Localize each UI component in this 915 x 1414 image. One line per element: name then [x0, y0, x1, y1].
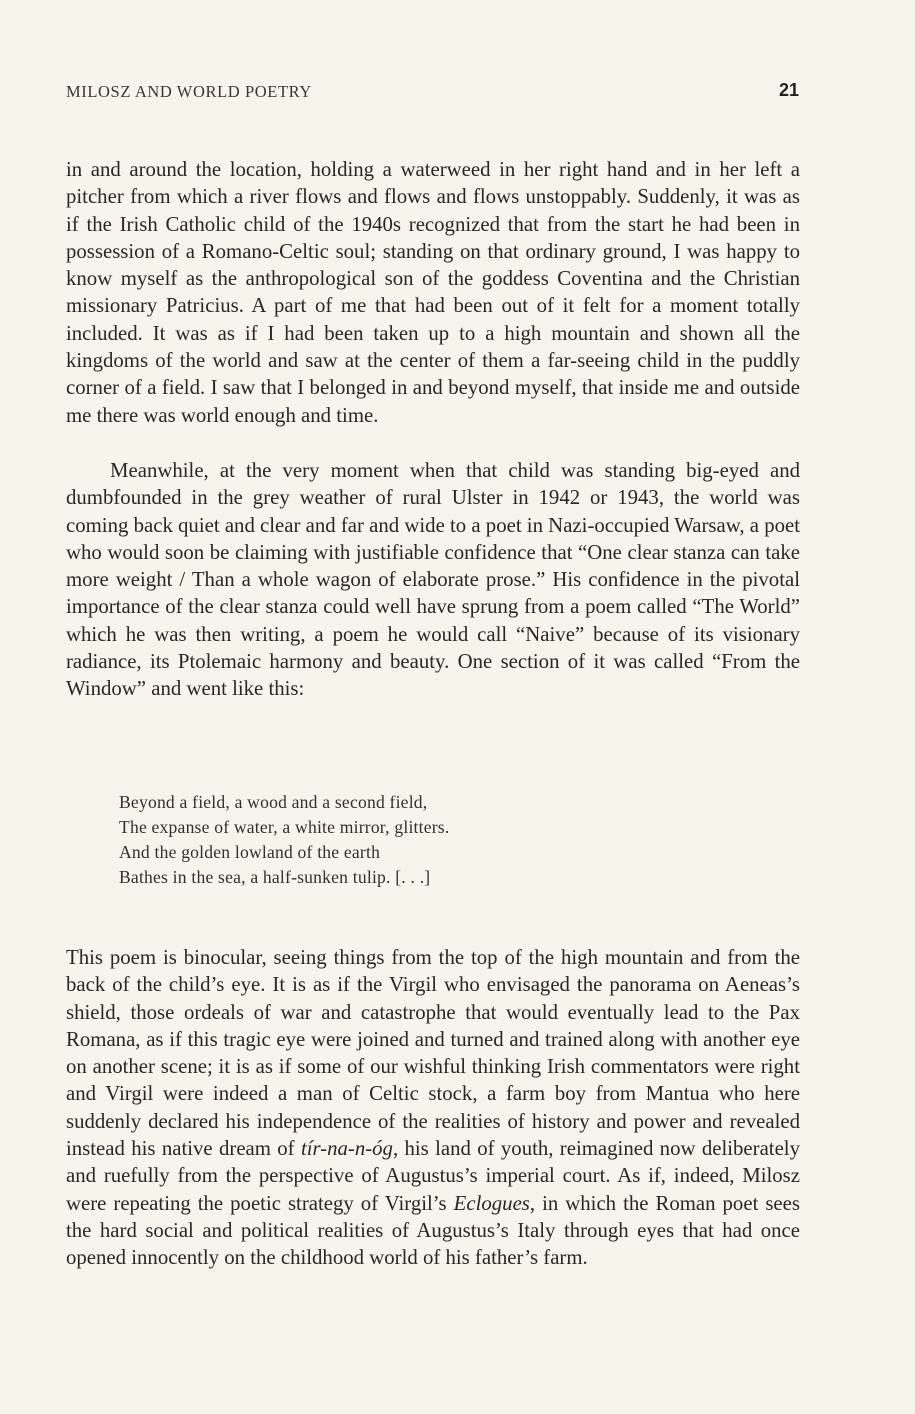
running-head [66, 80, 799, 108]
poem-line: Beyond a field, a wood and a second field, [119, 792, 428, 812]
body-paragraph-2: Meanwhile, at the very moment when that child was standing big-eyed and dumbfounded in the grey weather of rural Ulster in 1942 or 1943, the world was coming back quiet and clear and far and wide to a poet in Nazi-occupied Warsaw, a poet who would soon be claiming with justifiable confidence that “One clear stanza can take more weight / Than a whole wagon of elaborate prose.” His confidence in the pivotal importance of the clear stanza could well have sprung from a poem called “The World” which he was then writing, a poem he would call “Naive” because of its visionary radiance, its Ptolemaic harmony and beauty. One section of it was called “From the Window” and went like this: [66, 459, 801, 701]
italic-term-tir-na-n-og: tír-na-n-óg [300, 1137, 393, 1161]
poem-line: And the golden lowland of the earth [119, 842, 381, 862]
paragraph-3-text-a: This poem is binocular, seeing things from the top of the high mountain and from the back of the child’s eye. It is as if the Virgil who envisaged the panorama on Aeneas’s shield, those ordeals of war and catastrophe that would eventually lead to the Pax Romana, as if this tragic eye were joined and turned and trained along with another eye on another scene; it is as if some of our wishful thinking Irish commentators were right and Virgil were indeed a man of Celtic stock, a farm boy from Mantua who here suddenly declared his independence of the realities of history and power and revealed instead his native dream of [66, 946, 800, 1161]
body-paragraph-1: in and around the location, holding a waterweed in her right hand and in her left a pitcher from which a river flows and flows and flows unstoppably. Suddenly, it was as if the Irish Catholic child of the 1940s recognized that from the start he had been in possession of a Romano-Celtic soul; standing on that ordinary ground, I was happy to know myself as the anthropological son of the goddess Coventina and the Christian missionary Patricius. A part of me that had been out of it felt for a moment totally included. It was as if I had been taken up to a high mountain and shown all the kingdoms of the world and saw at the center of them a far-seeing child in the puddly corner of a field. I saw that I belonged in and beyond myself, that inside me and outside me there was world enough and time. [66, 158, 800, 427]
paragraph-3-text-c: , in which the Roman poet sees the hard social and political realities of Augustus’s Italy through eyes that had once opened innocently on the childhood world of his father’s farm. [66, 1191, 800, 1270]
poem-line: The expanse of water, a white mirror, glitters. [119, 817, 450, 837]
page-number: 21 [778, 80, 799, 100]
italic-title-eclogues: Eclogues [453, 1191, 530, 1215]
poem-line: Bathes in the sea, a half-sunken tulip. [. . .] [119, 867, 431, 887]
running-title: MILOSZ AND WORLD POETRY [66, 82, 312, 101]
poem-excerpt [119, 790, 719, 890]
paragraph-3-text-b: , his land of youth, reimagined now deliberately and ruefully from the perspective of Augustus’s imperial court. As if, indeed, Milosz were repeating the poetic strategy of Virgil’s [66, 1137, 800, 1215]
body-paragraph-3 [66, 944, 800, 1272]
